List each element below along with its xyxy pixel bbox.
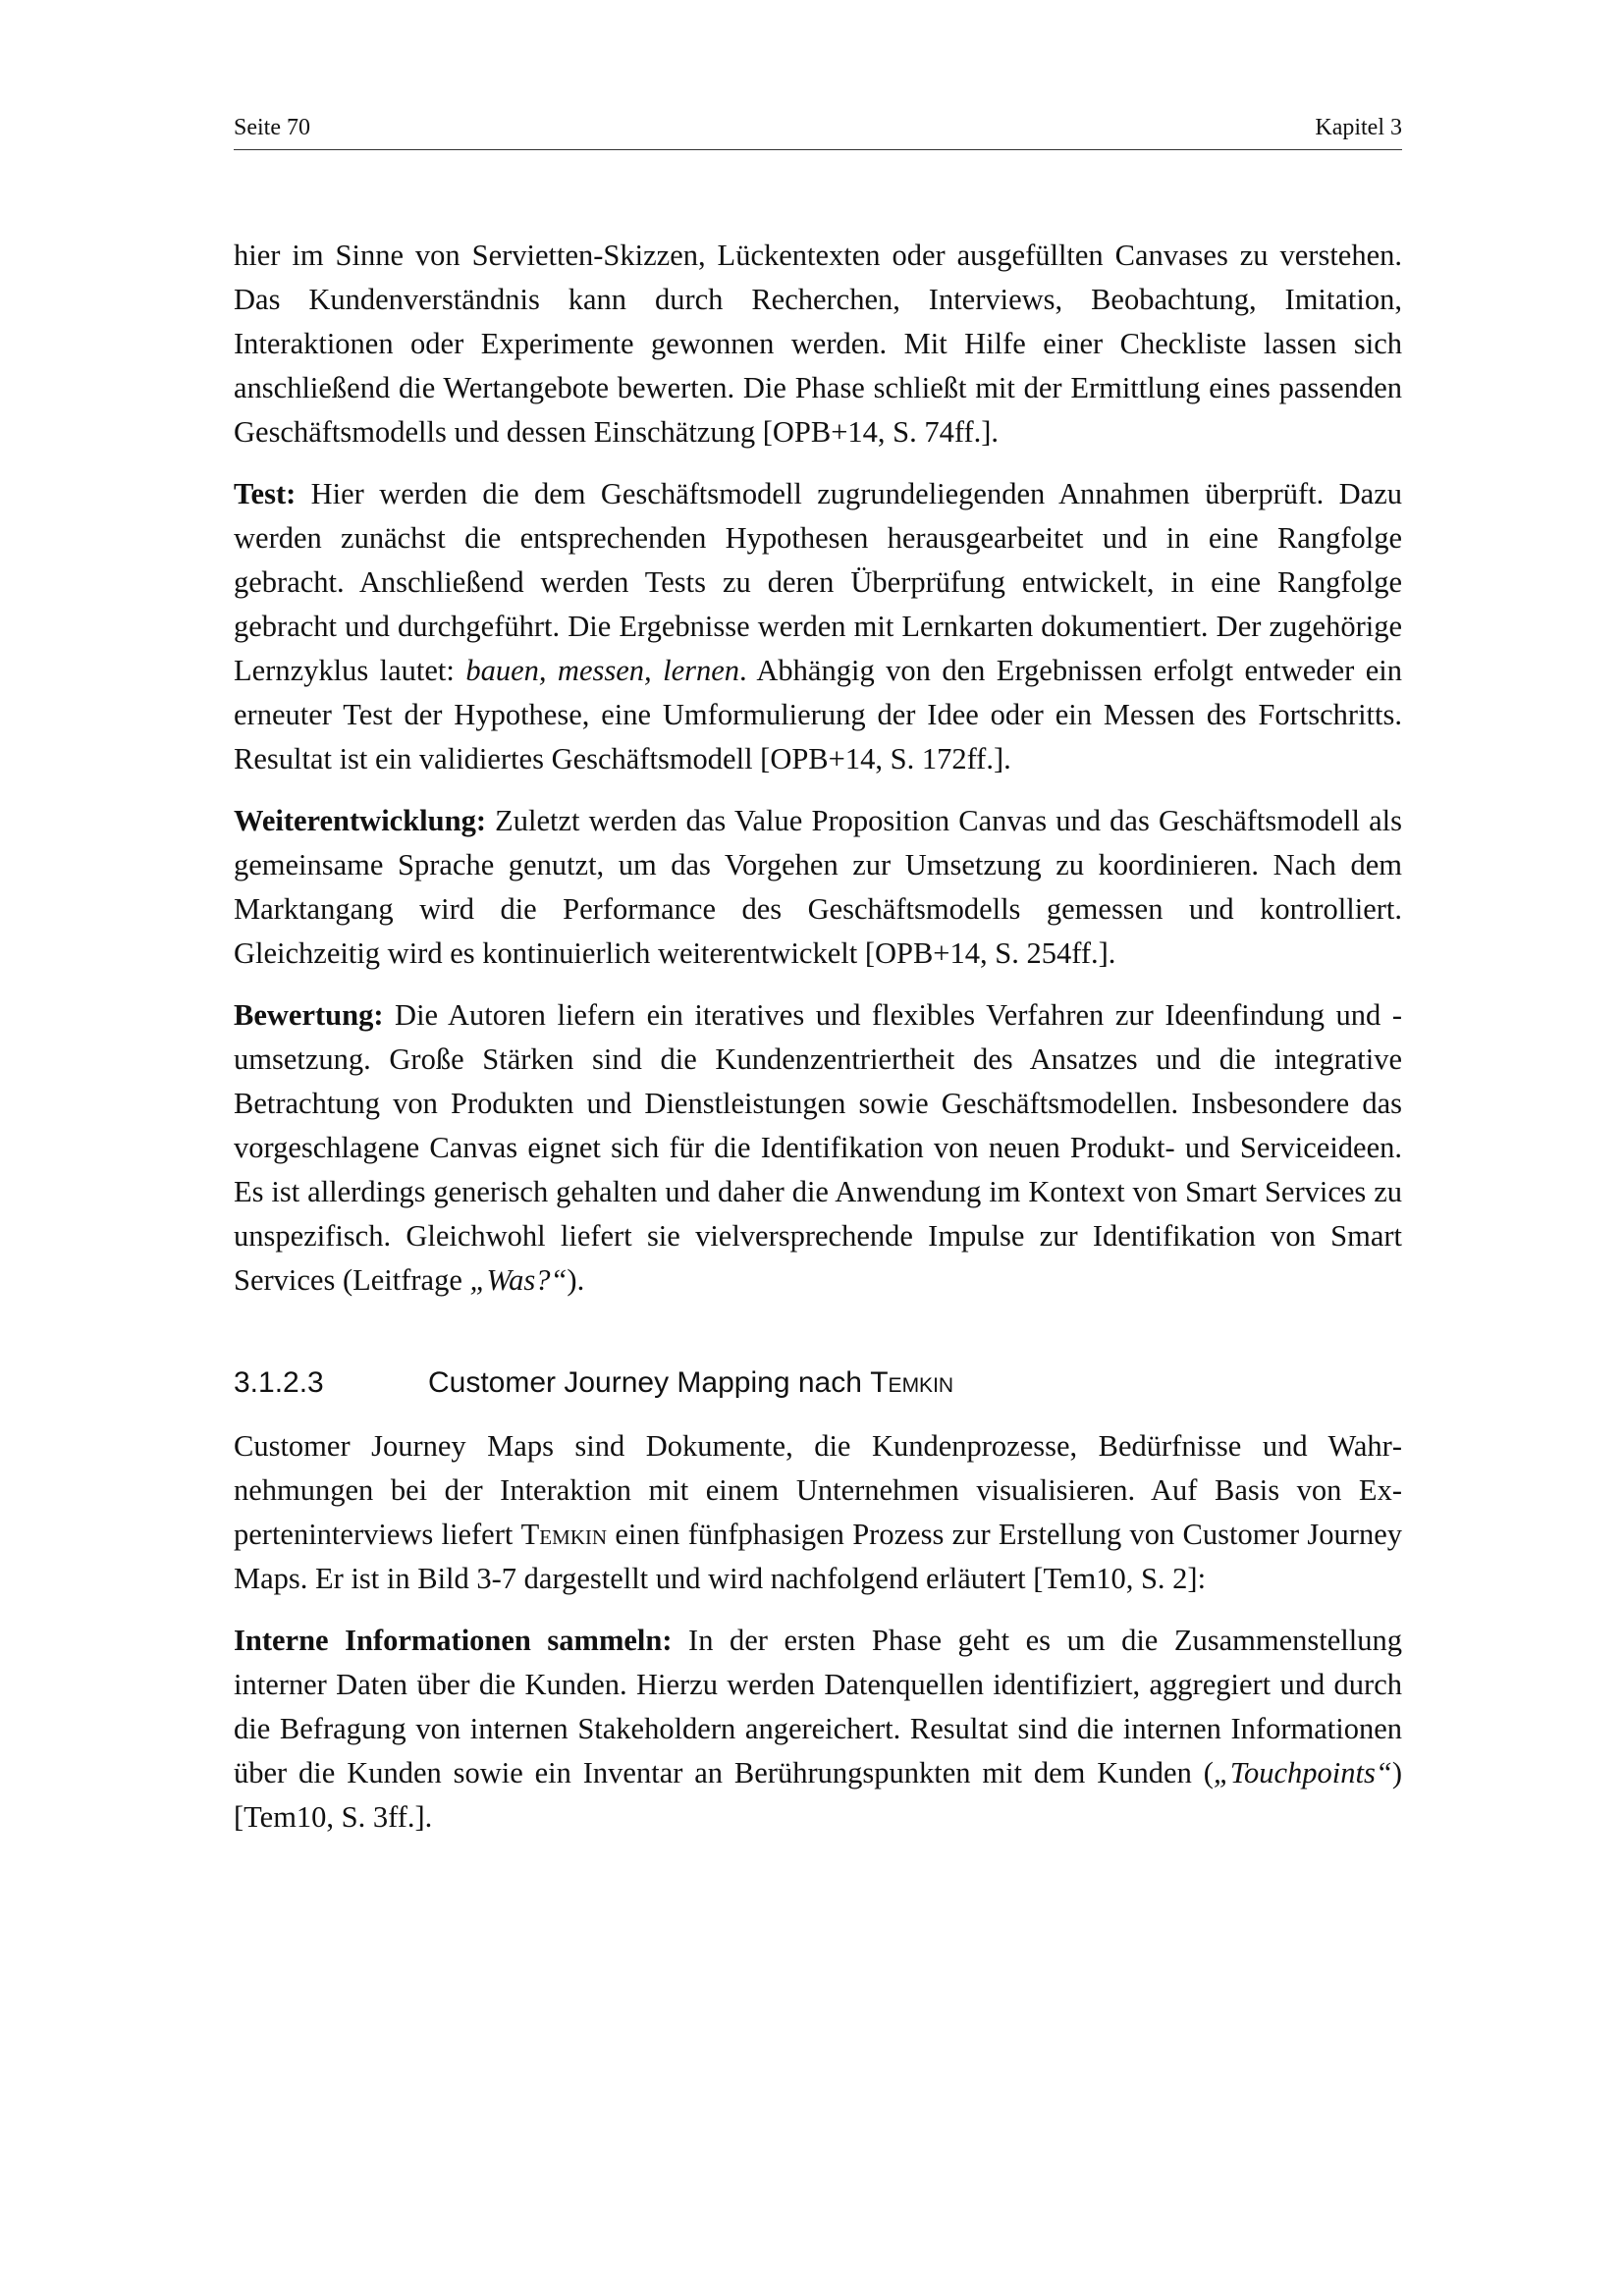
paragraph-text: ). — [567, 1263, 585, 1297]
section-number: 3.1.2.3 — [234, 1366, 324, 1399]
page-number: Seite 70 — [234, 115, 310, 140]
body-text — [234, 234, 1402, 1857]
paragraph-test — [234, 472, 1402, 781]
chapter-label: Kapitel 3 — [1315, 115, 1402, 140]
paragraph-text: Zuletzt werden das Value Proposition Canvas und das Geschäftsmodell als gemeinsame Sprache genutzt, um das Vorgehen zur Umsetzung zu koordinieren. Nach dem Marktangang wird die Performance des Geschäftsmodells gemessen und kontrolliert. Gleichzeitig wird es kontinuierlich weiterentwickelt [OPB+14, S. 254ff.]. — [234, 804, 1402, 970]
term-label: Bewertung: — [234, 998, 384, 1032]
section-title-text: Customer Journey Mapping nach — [428, 1366, 871, 1399]
italic-term: bauen, messen, lernen — [465, 654, 740, 687]
term-label: Weiterentwicklung: — [234, 804, 486, 837]
paragraph-text: . Abhängig von den Ergebnissen erfolgt entweder ein erneuter Test der Hypothese, eine Umformulierung der Idee oder ein Messen des Fortschritts. Resultat ist ein validiertes Geschäftsmodell [OPB+14, S. 172ff.]. — [234, 654, 1402, 775]
paragraph-text: hier im Sinne von Servietten-Skizzen, Lückentexten oder ausgefüllten Canvases zu verstehen. Das Kundenverständnis kann durch Recherchen, Interviews, Beobachtung, Imitation, Interaktionen oder Experimente gewonnen werden. Mit Hilfe einer Checkliste lassen sich anschließend die Wertangebote bewerten. Die Phase schließt mit der Ermittlung eines passenden Geschäftsmodells und dessen Einschätzung [OPB+14, S. 74ff.]. — [234, 239, 1402, 449]
paragraph-text: ) [Tem10, S. 3ff.]. — [234, 1756, 1402, 1834]
paragraph-bewertung — [234, 993, 1402, 1303]
term-label: Interne Informationen sammeln: — [234, 1624, 673, 1657]
paragraph-text: Hier werden die dem Geschäftsmodell zugrundeliegenden Annahmen überprüft. Dazu werden zunächst die entsprechenden Hypothesen herausgearbeitet und in eine Rangfolge gebracht. Anschließend werden Tests zu deren Überprüfung entwickelt, in eine Rangfolge gebracht und durchgeführt. Die Ergebnisse werden mit Lernkarten dokumentiert. Der zugehörige Lernzyklus lautet: — [234, 477, 1402, 687]
paragraph-intro — [234, 234, 1402, 454]
paragraph-text: einen fünfphasigen Prozess zur Erstellung von Customer Journey Maps. Er ist in Bild 3-7 dargestellt und wird nachfolgend erläutert [Tem10, S. 2]: — [234, 1518, 1402, 1595]
paragraph-customer-journey — [234, 1424, 1402, 1601]
paragraph-text: In der ersten Phase geht es um die Zusammenstellung interner Daten über die Kunden. Hierzu werden Datenquellen identifiziert, aggregiert und durch die Befragung von internen Stakeholdern angereichert. Resultat sind die internen Informationen über die Kunden sowie ein Inventar an Berührungspunkten mit dem Kunden ( — [234, 1624, 1402, 1789]
italic-term: „Was?“ — [469, 1263, 568, 1297]
term-label: Test: — [234, 477, 297, 510]
paragraph-weiterentwicklung — [234, 799, 1402, 976]
author-name: Temkin — [520, 1518, 608, 1551]
paragraph-text: Customer Journey Maps sind Dokumente, die Kundenprozesse, Bedürfnisse und Wahrnehmungen bei der Interaktion mit einem Unternehmen visualisieren. Auf Basis von Experteninterviews liefert — [234, 1429, 1402, 1551]
section-heading — [234, 1363, 1402, 1403]
paragraph-text: Die Autoren liefern ein iteratives und flexibles Verfahren zur Ideenfindung und -umsetzung. Große Stärken sind die Kundenzentriertheit des Ansatzes und die integrative Betrachtung von Produkten und Dienstleistungen sowie Geschäftsmodellen. Insbesondere das vorgeschlagene Canvas eignet sich für die Identifikation von neuen Produkt- und Serviceideen. Es ist allerdings generisch gehalten und daher die Anwendung im Kontext von Smart Services zu unspezifisch. Gleichwohl liefert sie vielversprechende Impulse zur Identifikation von Smart Services (Leitfrage — [234, 998, 1402, 1297]
section-title-author: Temkin — [870, 1366, 954, 1399]
page-header — [234, 110, 1402, 150]
paragraph-interne-informationen — [234, 1619, 1402, 1840]
section-title — [428, 1363, 953, 1403]
italic-term: „Touchpoints“ — [1213, 1756, 1392, 1789]
